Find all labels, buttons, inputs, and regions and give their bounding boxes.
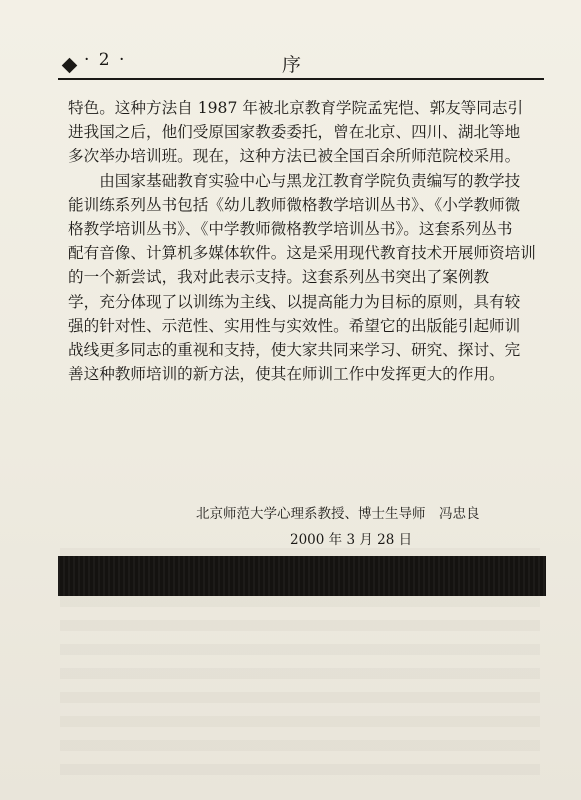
signature-author: 北京师范大学心理系教授、博士生导师 冯忠良 bbox=[196, 506, 480, 522]
scan-shadow-bar bbox=[58, 556, 546, 596]
text-line: 格教学培训丛书》、《中学教师微格教学培训丛书》。这套系列丛书 bbox=[68, 220, 513, 239]
text-line: 强的针对性、示范性、实用性与实效性。希望它的出版能引起师训 bbox=[68, 316, 521, 335]
text-line: 学，充分体现了以训练为主线、以提高能力为目标的原则，具有较 bbox=[68, 292, 521, 311]
text-line: 配有音像、计算机多媒体软件。这是采用现代教育技术开展师资培训 bbox=[68, 244, 536, 263]
text-line: 战线更多同志的重视和支持，使大家共同来学习、研究、探讨、完 bbox=[68, 341, 521, 360]
text-line: 善这种教师培训的新方法，使其在师训工作中发挥更大的作用。 bbox=[68, 365, 505, 384]
header-rule bbox=[58, 78, 544, 80]
diamond-ornament-icon bbox=[62, 58, 78, 74]
text-line: 能训练系列丛书包括《幼儿教师微格教学培训丛书》、《小学教师微 bbox=[68, 195, 521, 214]
page-number: · 2 · bbox=[84, 50, 127, 70]
text-line: 特色。这种方法自 1987 年被北京教育学院孟宪恺、郭友等同志引 bbox=[68, 99, 524, 117]
signature-date: 2000 年 3 月 28 日 bbox=[290, 532, 413, 548]
text-line: 进我国之后，他们受原国家教委委托，曾在北京、四川、湖北等地 bbox=[68, 123, 521, 142]
text-line: 由国家基础教育实验中心与黑龙江教育学院负责编写的教学技 bbox=[68, 171, 521, 190]
text-line: 的一个新尝试，我对此表示支持。这套系列丛书突出了案例教 bbox=[68, 268, 490, 287]
section-title: 序 bbox=[282, 54, 302, 76]
preface-text bbox=[68, 96, 546, 386]
text-line: 多次举办培训班。现在，这种方法已被全国百余所师范院校采用。 bbox=[68, 147, 521, 166]
